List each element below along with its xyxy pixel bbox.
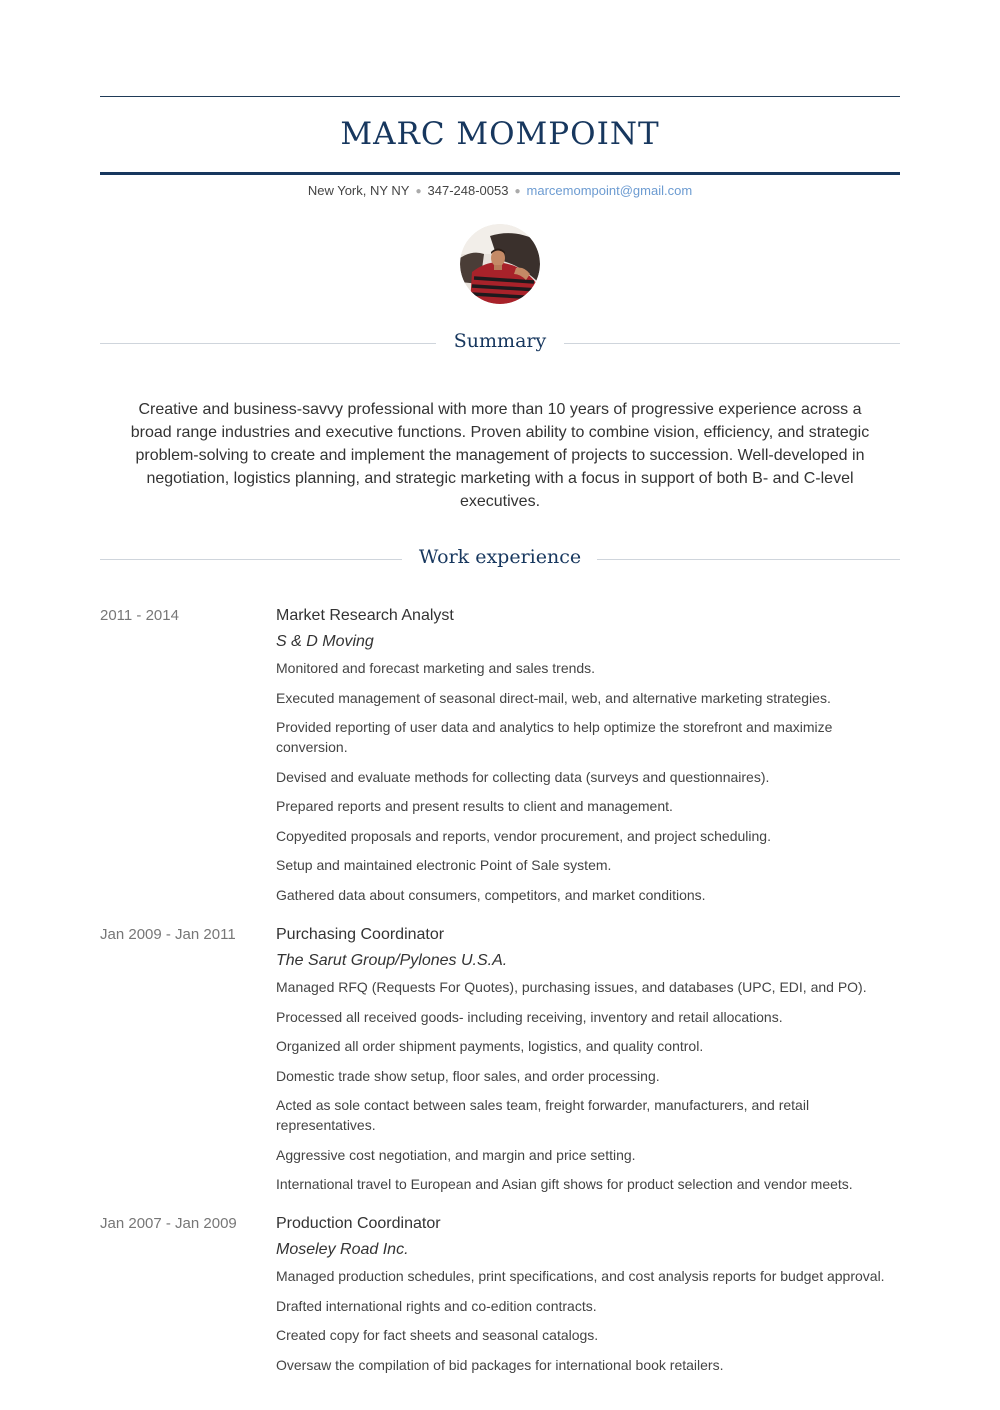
job-bullet: Prepared reports and present results to client and management. [276,798,673,814]
email-link[interactable]: marcemompoint@gmail.com [526,183,693,198]
summary-text: Creative and business-savvy professional with more than 10 years of progressive experience across a broad range industries and executive functions. Proven ability to combine vision, efficiency, and strategic problem-solving to create and implement the management of projects to succession. Well-developed in negotiation, logistics planning, and strategic marketing with a focus in support of both B- and C-level executives. [130,401,870,510]
phone-text: 347-248-0053 [427,183,509,198]
job-bullet: Oversaw the compilation of bid packages for international book retailers. [276,1356,724,1373]
job-company: S & D Moving [276,633,374,650]
job-bullet: Organized all order shipment payments, logistics, and quality control. [276,1038,704,1054]
job-bullets [276,658,886,905]
job-body [276,606,886,914]
header-bottom-rule [100,172,900,175]
job-bullet: Drafted international rights and co-edition contracts. [276,1297,597,1314]
job-bullet: Monitored and forecast marketing and sales trends. [276,660,596,676]
job-body [276,1214,886,1384]
job-bullet: International travel to European and Asian gift shows for product selection and vendor meets. [276,1176,853,1192]
header-top-rule [100,96,900,97]
job-dates: 2011 - 2014 [100,607,179,624]
work-title: Work experience [418,546,582,568]
job-bullet: Devised and evaluate methods for collecting data (surveys and questionnaires). [276,768,770,785]
job-bullet: Executed management of seasonal direct-mail, web, and alternative marketing strategies. [276,689,831,706]
job-company: Moseley Road Inc. [276,1241,409,1258]
job-body [276,925,886,1204]
job-bullets [276,1266,886,1375]
separator-dot-icon: ● [514,186,521,197]
profile-photo [460,224,540,304]
summary-section-heading [100,326,900,356]
job-bullet: Domestic trade show setup, floor sales, and order processing. [276,1067,660,1084]
job-role: Purchasing Coordinator [276,926,445,943]
summary-title: Summary [453,330,547,352]
job-bullets [276,977,886,1194]
job-bullet: Copyedited proposals and reports, vendor procurement, and project scheduling. [276,827,771,844]
job-bullet: Managed production schedules, print specifications, and cost analysis reports for budget approval. [276,1268,885,1284]
candidate-name: MARC MOMPOINT [340,116,660,152]
job-bullet: Setup and maintained electronic Point of Sale system. [276,857,612,873]
job-bullet: Aggressive cost negotiation, and margin and price setting. [276,1146,636,1163]
job-dates: Jan 2007 - Jan 2009 [100,1215,237,1232]
job-bullet: Acted as sole contact between sales team, freight forwarder, manufacturers, and retail representatives. [276,1097,810,1133]
job-company: The Sarut Group/Pylones U.S.A. [276,952,508,969]
job-bullet: Processed all received goods- including receiving, inventory and retail allocations. [276,1008,783,1025]
job-bullet: Managed RFQ (Requests For Quotes), purchasing issues, and databases (UPC, EDI, and PO). [276,979,867,995]
separator-dot-icon: ● [415,186,422,197]
contact-line [100,182,900,201]
job-dates: Jan 2009 - Jan 2011 [100,926,236,943]
job-bullet: Created copy for fact sheets and seasonal catalogs. [276,1327,599,1343]
work-section-heading [100,542,900,572]
job-bullet: Provided reporting of user data and analytics to help optimize the storefront and maximize conversion. [276,719,833,755]
profile-photo-image [460,224,540,304]
job-role: Production Coordinator [276,1215,441,1232]
job-bullet: Gathered data about consumers, competitors, and market conditions. [276,886,706,903]
job-role: Market Research Analyst [276,607,454,624]
location-text: New York, NY NY [307,183,410,198]
